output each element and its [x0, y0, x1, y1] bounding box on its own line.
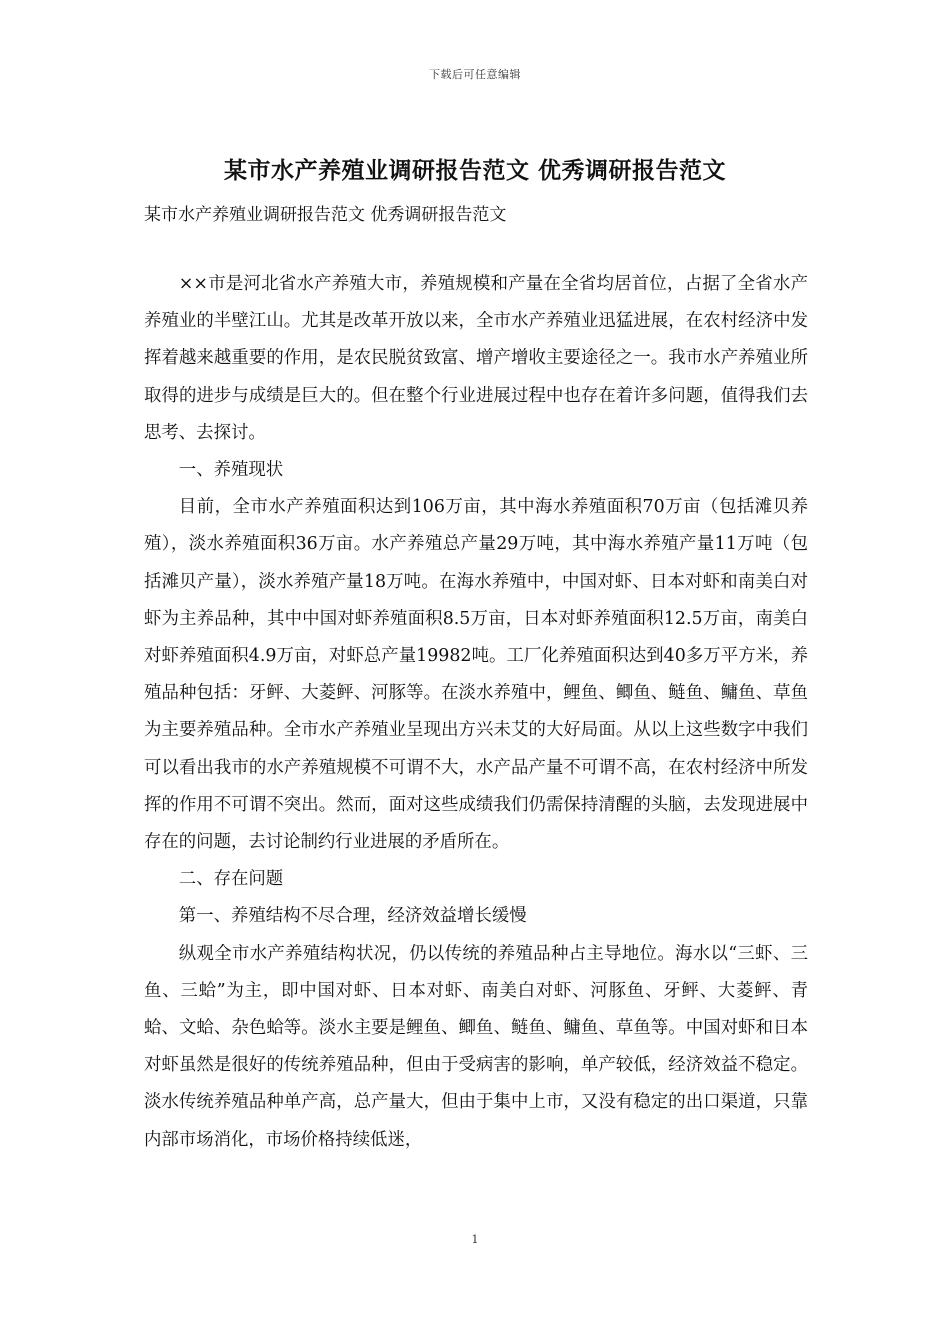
section-heading-status: 一、养殖现状	[178, 460, 284, 481]
subsection-heading-structure: 第一、养殖结构不尽合理，经济效益增长缓慢	[178, 906, 527, 927]
document-title: 某市水产养殖业调研报告范文 优秀调研报告范文	[223, 157, 726, 184]
document-body	[144, 266, 808, 1159]
intro-paragraph: ××市是河北省水产养殖大市，养殖规模和产量在全省均居首位，占据了全省水产养殖业的半壁江山。尤其是改革开放以来，全市水产养殖业迅猛进展，在农村经济中发挥着越来越重要的作用，是农民脱贫致富、增产增收主要途径之一。我市水产养殖业所取得的进步与成绩是巨大的。但在整个行业进展过程中也存在着许多问题，值得我们去思考、去探讨。	[144, 274, 808, 443]
document-subtitle: 某市水产养殖业调研报告范文 优秀调研报告范文	[144, 205, 507, 225]
structure-paragraph: 纵观全市水产养殖结构状况，仍以传统的养殖品种占主导地位。海水以“三虾、三鱼、三蛤”为主，即中国对虾、日本对虾、南美白对虾、河豚鱼、牙鲆、大菱鲆、青蛤、文蛤、杂色蛤等。淡水主要是鲤鱼、鲫鱼、鲢鱼、鳙鱼、草鱼等。中国对虾和日本对虾虽然是很好的传统养殖品种，但由于受病害的影响，单产较低，经济效益不稳定。淡水传统养殖品种单产高，总产量大，但由于集中上市，又没有稳定的出口渠道，只靠内部市场消化，市场价格持续低迷，	[144, 943, 808, 1150]
page-number: 1	[471, 1233, 479, 1246]
page-header-note: 下载后可任意编辑	[429, 68, 521, 81]
section-heading-problems: 二、存在问题	[178, 869, 284, 890]
status-paragraph: 目前，全市水产养殖面积达到106万亩，其中海水养殖面积70万亩（包括滩贝养殖），淡水养殖面积36万亩。水产养殖总产量29万吨，其中海水养殖产量11万吨（包括滩贝产量），淡水养殖产量18万吨。在海水养殖中，中国对虾、日本对虾和南美白对虾为主养品种，其中中国对虾养殖面积8.5万亩，日本对虾养殖面积12.5万亩，南美白对虾养殖面积4.9万亩，对虾总产量19982吨。工厂化养殖面积达到40多万平方米，养殖品种包括：牙鲆、大菱鲆、河豚等。在淡水养殖中，鲤鱼、鲫鱼、鲢鱼、鳙鱼、草鱼为主要养殖品种。全市水产养殖业呈现出方兴未艾的大好局面。从以上这些数字中我们可以看出我市的水产养殖规模不可谓不大，水产品产量不可谓不高，在农村经济中所发挥的作用不可谓不突出。然而，面对这些成绩我们仍需保持清醒的头脑，去发现进展中存在的问题，去讨论制约行业进展的矛盾所在。	[144, 497, 808, 853]
